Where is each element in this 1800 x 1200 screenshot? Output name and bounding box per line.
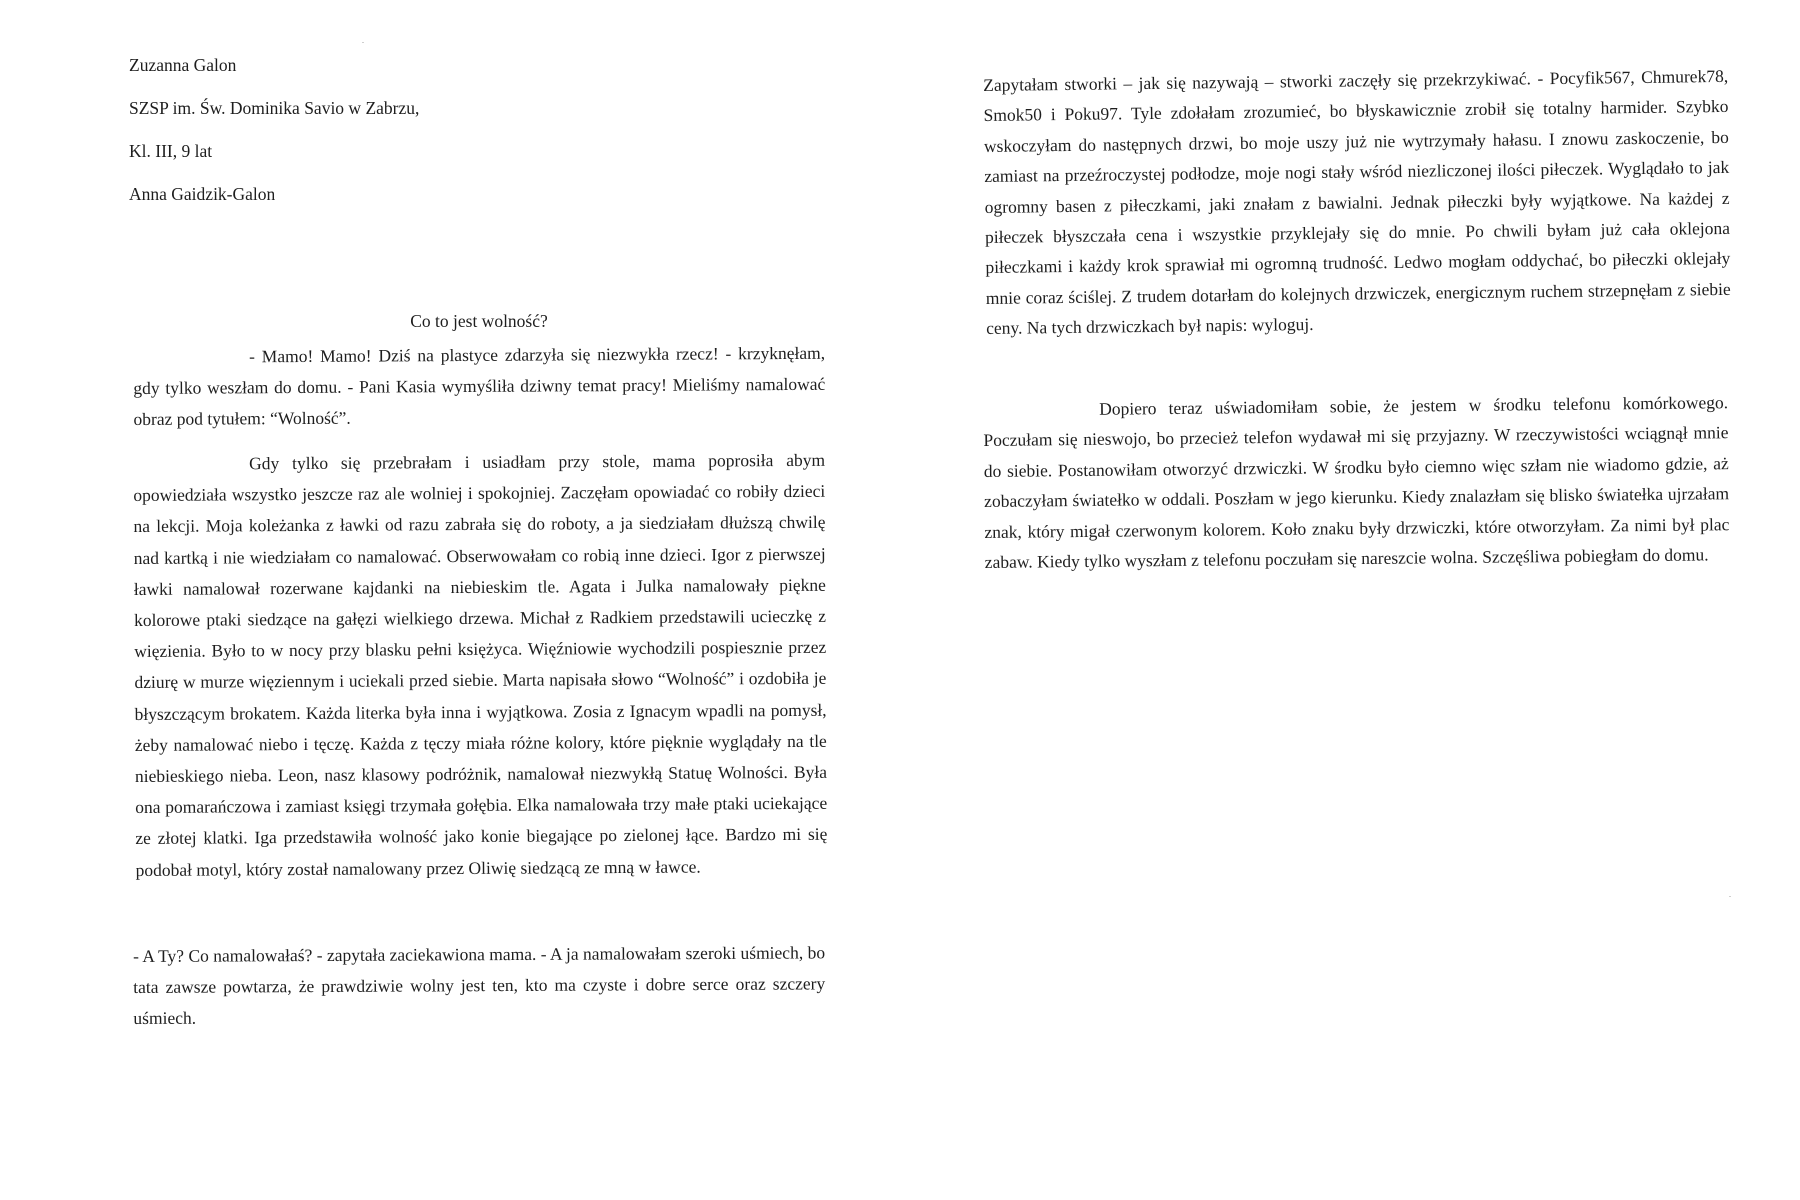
scan-speck [1729, 896, 1731, 897]
class-age: Kl. III, 9 lat [129, 141, 213, 161]
scan-speck [362, 42, 364, 43]
paragraph: - Mamo! Mamo! Dziś na plastyce zdarzyła się niezwykła rzecz! - krzyknęłam, gdy tylko weszłam do domu. - Pani Kasia wymyśliła dziwny temat pracy! Mieliśmy namalować obraz pod tytułem: “Wolność”. [133, 342, 826, 430]
author-name: Zuzanna Galon [129, 55, 237, 75]
essay-title: Co to jest wolność? [410, 311, 548, 331]
paragraph: - A Ty? Co namalowałaś? - zapytała zaciekawiona mama. - A ja namalowałam szeroki uśmiech, bo tata zawsze powtarza, że prawdziwie wolny jest ten, kto ma czyste i dobre serce oraz szczery uśmiech. [133, 942, 826, 1029]
teacher-name: Anna Gaidzik-Galon [129, 184, 276, 204]
school-name: SZSP im. Św. Dominika Savio w Zabrzu, [129, 98, 420, 118]
header-block [129, 44, 629, 216]
paragraph: Dopiero teraz uświadomiłam sobie, że jestem w środku telefonu komórkowego. Poczułam się nieswojo, bo przecież telefon wydawał mi się przyjazny. W rzeczywistości wciągnął mnie do siebie. Postanowiłam otworzyć drzwiczki. W środku było ciemno więc szłam nie wiadomo gdzie, aż zobaczyłam światełko w oddali. Poszłam w jego kierunku. Kiedy znalazłam się blisko światełka ujrzałam znak, który migał czerwonym kolorem. Koło znaku były drzwiczki, które otworzyłam. Za nimi był plac zabaw. Kiedy tylko wyszłam z telefonu poczułam się nareszcie wolna. Szczęśliwa pobiegłam do domu. [983, 392, 1730, 573]
paragraph: Gdy tylko się przebrałam i usiadłam przy stole, mama poprosiła abym opowiedziała wszystko jeszcze raz ale wolniej i spokojniej. Zaczęłam opowiadać co robiły dzieci na lekcji. Moja koleżanka z ławki od razu zabrała się do roboty, a ja siedziałam dłuższą chwilę nad kartką i nie wiedziałam co namalować. Obserwowałam co robią inne dzieci. Igor z pierwszej ławki namalował rozerwane kajdanki na niebieskim tle. Agata i Julka namalowały piękne kolorowe ptaki siedzące na gałęzi wielkiego drzewa. Michał z Radkiem przedstawili ucieczkę z więzienia. Było to w nocy przy blasku pełni księżyca. Więźniowie wychodzili pospiesznie przez dziurę w murze więziennym i uciekali przed siebie. Marta napisała słowo “Wolność” i ozdobiła je błyszczącym brokatem. Każda literka była inna i wyjątkowa. Zosia z Ignacym wpadli na pomysł, żeby namalować niebo i tęczę. Każda z tęczy miała różne kolory, które pięknie wyglądały na tle niebieskiego nieba. Leon, nasz klasowy podróżnik, namalował niezwykłą Statuę Wolności. Była ona pomarańczowa i zamiast księgi trzymała gołębia. Elka namalowała trzy małe ptaki uciekające ze złotej klatki. Iga przedstawiła wolność jako konie biegające po zielonej łące. Bardzo mi się podobał motyl, który został namalowany przez Oliwię siedzącą ze mną w ławce. [133, 449, 828, 880]
paragraph: Zapytałam stworki – jak się nazywają – stworki zaczęły się przekrzykiwać. - Pocyfik567, Chmurek78, Smok50 i Poku97. Tyle zdołałam zrozumieć, bo błyskawicznie zrobił się totalny harmider. Szybko wskoczyłam do następnych drzwi, bo moje uszy już nie wytrzymały hałasu. I znowu zaskoczenie, bo zamiast na przeźroczystej podłodze, moje nogi stały wśród niezliczonej ilości piłeczek. Wyglądało to jak ogromny basen z piłeczkami, jaki znałam z bawialni. Jednak piłeczki były wyjątkowe. Na każdej z piłeczek błyszczała cena i wszystkie przyklejały się do mnie. Po chwili byłam już cała oklejona piłeczkami i każdy krok sprawiał mi ogromną trudność. Ledwo mogłam oddychać, bo piłeczki oklejały mnie coraz ściślej. Z trudem dotarłam do kolejnych drzwiczek, energicznym ruchem strzepnęłam z siebie ceny. Na tych drzwiczkach był napis: wyloguj. [983, 65, 1731, 339]
right-page [900, 0, 1800, 1200]
